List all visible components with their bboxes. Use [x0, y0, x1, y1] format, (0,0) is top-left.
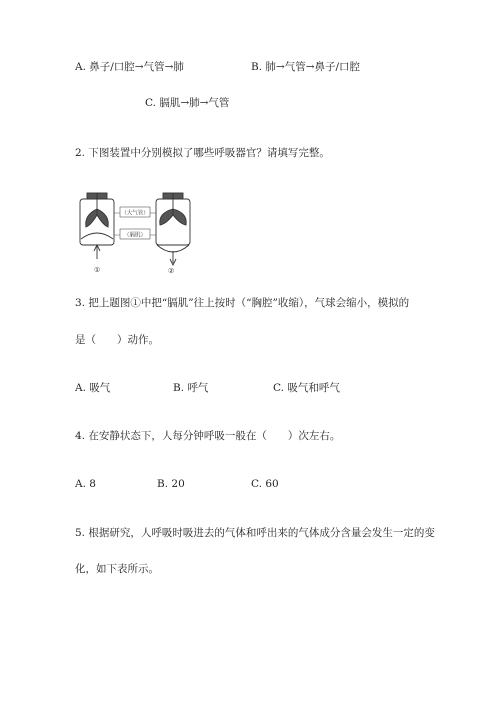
q3-stem-line1: 3. 把上题图①中把“膈肌”往上按时（“胸腔”收缩），气球会缩小，模拟的 — [75, 297, 410, 309]
q3-option-a: A. 吸气 — [75, 382, 111, 394]
q1-option-a: A. 鼻子/口腔→气管→肺 — [75, 61, 184, 73]
right-jar — [156, 193, 190, 265]
left-jar — [80, 193, 114, 259]
q4-option-b: B. 20 — [157, 478, 185, 490]
q3-option-b: B. 呼气 — [173, 382, 209, 394]
q1-option-c: C. 膈肌→肺→气管 — [145, 97, 230, 109]
q4-stem: 4. 在安静状态下，人每分钟呼吸一般在（ ）次左右。 — [75, 430, 341, 442]
label-bottom: （膈肌） — [123, 232, 147, 239]
q4-option-c: C. 60 — [251, 478, 279, 490]
marker-left: ① — [94, 266, 101, 274]
q5-stem-line1: 5. 根据研究，人呼吸时吸进去的气体和呼出来的气体成分含量会发生一定的变 — [75, 527, 435, 539]
q4-option-a: A. 8 — [75, 478, 96, 490]
q1-option-b: B. 肺→气管→鼻子/口腔 — [251, 61, 361, 73]
respiration-model-figure — [74, 189, 194, 275]
q5-stem-line2: 化，如下表所示。 — [75, 563, 159, 575]
marker-right: ② — [168, 267, 175, 275]
q3-stem-line2: 是（ ）动作。 — [75, 334, 159, 346]
q2-stem: 2. 下图装置中分别模拟了哪些呼吸器官？请填写完整。 — [75, 147, 330, 159]
q3-option-c: C. 吸气和呼气 — [273, 382, 340, 394]
label-top: （大气管） — [121, 210, 149, 217]
